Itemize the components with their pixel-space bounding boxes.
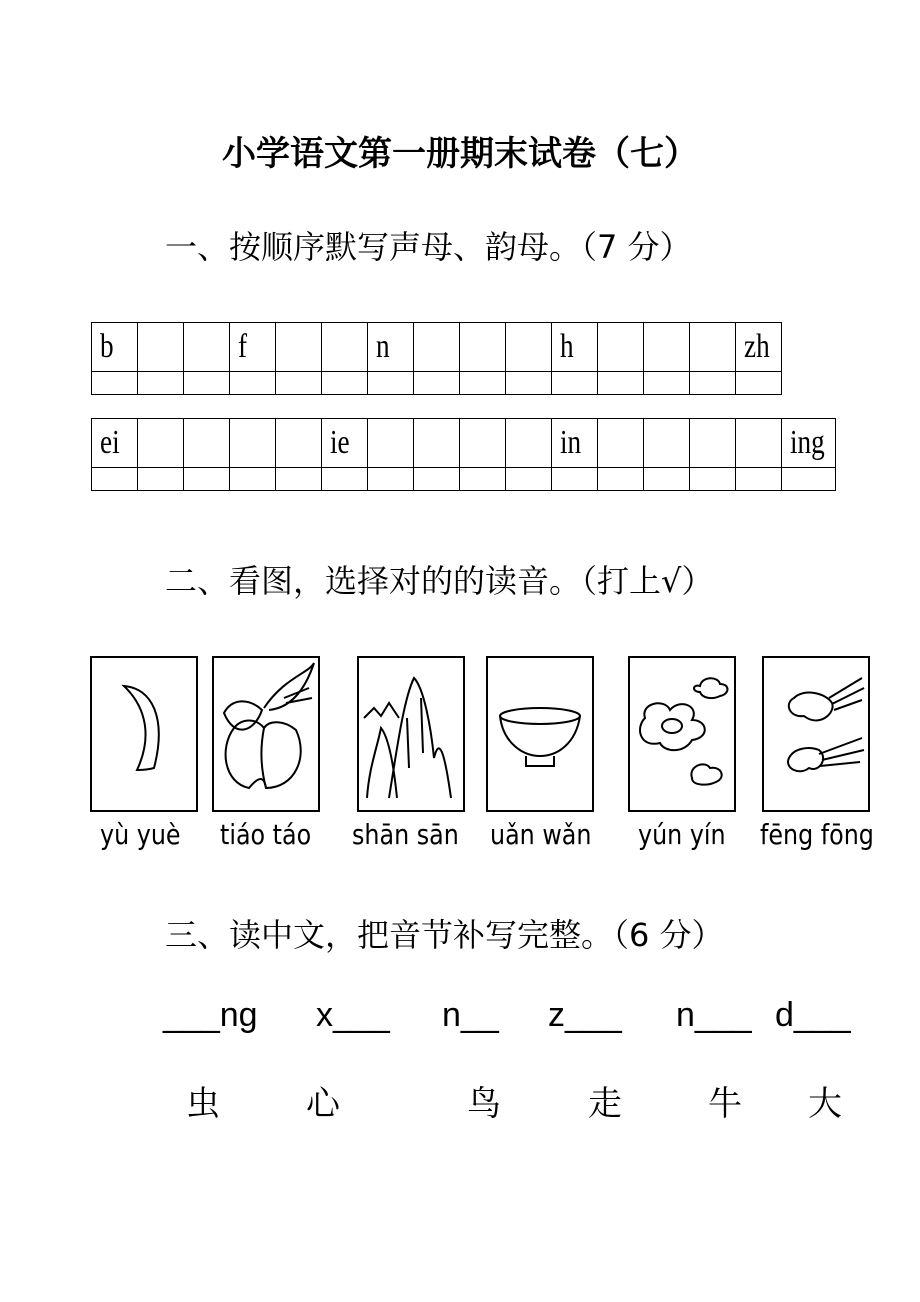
grid-cell[interactable] <box>184 419 230 468</box>
syllable-blank[interactable]: n___ <box>676 996 752 1034</box>
syllable-blank[interactable]: n__ <box>442 996 499 1034</box>
hanzi-char: 牛 <box>708 1084 742 1124</box>
section3-heading: 三、读中文，把音节补写完整。（6 分） <box>165 916 724 954</box>
grid-cell[interactable] <box>506 323 552 372</box>
grid-cell[interactable] <box>276 323 322 372</box>
grid-cell[interactable]: zh <box>736 323 782 372</box>
grid-cell[interactable] <box>506 419 552 468</box>
section2-heading: 二、看图，选择对的的读音。（打上√） <box>165 562 714 600</box>
hanzi-char: 鸟 <box>467 1084 501 1124</box>
pinyin-option[interactable]: fēng fōng <box>760 818 874 851</box>
grid-cell[interactable] <box>690 323 736 372</box>
picture-card <box>628 656 736 812</box>
pinyin-grid-finals <box>91 418 836 491</box>
hanzi-char: 虫 <box>186 1084 220 1124</box>
syllable-blank[interactable]: x___ <box>316 996 390 1034</box>
syllable-blank[interactable]: ___ng <box>163 996 258 1034</box>
picture-card <box>212 656 320 812</box>
picture-card <box>90 656 198 812</box>
pinyin-option[interactable]: tiáo táo <box>220 818 312 851</box>
grid-cell[interactable] <box>460 323 506 372</box>
grid-cell[interactable] <box>598 419 644 468</box>
pinyin-option[interactable]: yún yín <box>638 818 726 851</box>
pinyin-option[interactable]: uǎn wǎn <box>490 818 592 851</box>
section1-heading: 一、按顺序默写声母、韵母。（7 分） <box>165 228 692 266</box>
grid-cell[interactable] <box>276 419 322 468</box>
moon-icon <box>92 658 196 810</box>
wind-icon <box>764 658 868 810</box>
grid-cell[interactable] <box>414 323 460 372</box>
grid-cell[interactable] <box>598 323 644 372</box>
picture-card <box>762 656 870 812</box>
picture-card <box>357 656 465 812</box>
grid-cell[interactable] <box>690 419 736 468</box>
grid-cell[interactable]: in <box>552 419 598 468</box>
syllable-blank[interactable]: d___ <box>775 996 851 1034</box>
cloud-icon <box>630 658 734 810</box>
grid-cell[interactable]: ing <box>782 419 836 468</box>
pinyin-option[interactable]: yù yuè <box>100 818 181 851</box>
hanzi-char: 大 <box>808 1084 842 1124</box>
grid-cell[interactable] <box>368 419 414 468</box>
page-title: 小学语文第一册期末试卷（七） <box>222 134 698 174</box>
grid-cell[interactable] <box>414 419 460 468</box>
bowl-icon <box>488 658 592 810</box>
grid-cell[interactable] <box>460 419 506 468</box>
grid-cell[interactable] <box>644 323 690 372</box>
grid-cell[interactable]: b <box>92 323 138 372</box>
mountain-icon <box>359 658 463 810</box>
grid-cell[interactable] <box>322 323 368 372</box>
pinyin-grid-initials <box>91 322 782 395</box>
pinyin-option[interactable]: shān sān <box>352 818 459 851</box>
grid-cell[interactable] <box>736 419 782 468</box>
grid-cell[interactable]: f <box>230 323 276 372</box>
grid-cell[interactable]: h <box>552 323 598 372</box>
grid-cell[interactable] <box>138 323 184 372</box>
peach-icon <box>214 658 318 810</box>
grid-cell[interactable] <box>230 419 276 468</box>
grid-cell[interactable] <box>138 419 184 468</box>
grid-cell[interactable]: n <box>368 323 414 372</box>
grid-cell[interactable]: ie <box>322 419 368 468</box>
hanzi-char: 心 <box>306 1084 340 1124</box>
grid-cell[interactable] <box>644 419 690 468</box>
syllable-blank[interactable]: z___ <box>548 996 622 1034</box>
picture-card <box>486 656 594 812</box>
grid-cell[interactable] <box>184 323 230 372</box>
grid-cell[interactable]: ei <box>92 419 138 468</box>
hanzi-char: 走 <box>588 1084 622 1124</box>
